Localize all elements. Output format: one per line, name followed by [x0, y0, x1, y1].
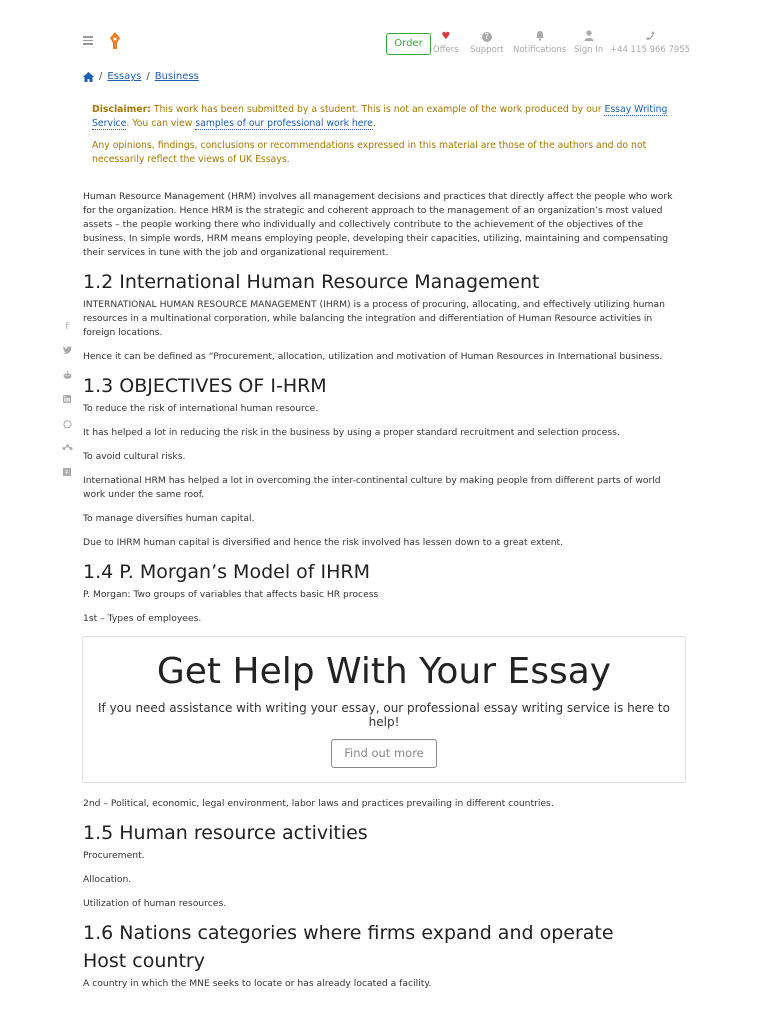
nav-sign-in-label: Sign In: [574, 45, 604, 55]
cta-subtitle: If you need assistance with writing your essay, our professional essay writing service is here to help!: [98, 701, 670, 729]
nav-offers-label: Offers: [433, 45, 459, 55]
nav-notifications[interactable]: [513, 30, 566, 55]
nav-support-label: Support: [470, 45, 504, 55]
article-content: [83, 190, 683, 1001]
menu-icon[interactable]: [83, 36, 93, 45]
linkedin-icon[interactable]: [62, 395, 72, 419]
paragraph: To manage diversifies human capital.: [83, 513, 255, 524]
heading-1-3: 1.3 OBJECTIVES OF I-HRM: [83, 375, 327, 397]
cta-title: Get Help With Your Essay: [156, 651, 612, 692]
breadcrumb-separator: /: [146, 71, 150, 82]
paragraph: Utilization of human resources.: [83, 898, 227, 909]
mendeley-icon[interactable]: [62, 444, 72, 468]
paragraph: International HRM has helped a lot in overcoming the inter-continental culture by making people from different parts of world work under the same roof.: [83, 475, 661, 500]
paragraph: Allocation.: [83, 874, 132, 885]
help-icon: ?: [470, 30, 504, 43]
order-button[interactable]: Order: [386, 33, 431, 55]
paragraph: A country in which the MNE seeks to locate or has already located a facility.: [83, 978, 432, 989]
bell-icon: [513, 30, 566, 43]
nav-notifications-label: Notifications: [513, 45, 567, 55]
phone-icon: [610, 30, 690, 43]
disclaimer-note: Any opinions, findings, conclusions or recommendations expressed in this material are those of the authors and do not necessarily reflect the views of UK Essays.: [92, 140, 647, 165]
share-bar: [62, 322, 72, 493]
heading-1-2: 1.2 International Human Resource Management: [83, 271, 540, 293]
disclaimer-text: Disclaimer: This work has been submitted by a student. This is not an example of the work produced by our Essay Writing Service. You can view samples of our professional work here.: [92, 104, 668, 129]
heading-host-country: Host country: [83, 950, 205, 972]
cta-box: [82, 636, 686, 783]
twitter-icon[interactable]: [62, 346, 72, 370]
logo-icon[interactable]: [108, 31, 122, 51]
whatsapp-icon[interactable]: [62, 420, 72, 444]
paragraph: Procurement.: [83, 850, 145, 861]
nav-phone[interactable]: [610, 30, 690, 55]
breadcrumb-separator: /: [99, 71, 103, 82]
heading-1-5: 1.5 Human resource activities: [83, 822, 368, 844]
heart-icon: ♥: [441, 31, 451, 42]
user-icon: [574, 30, 603, 43]
nav-support[interactable]: [470, 30, 504, 55]
breadcrumb: [83, 71, 199, 82]
top-navbar: [0, 0, 768, 62]
breadcrumb-business[interactable]: Business: [154, 71, 199, 82]
paragraph: 1st – Types of employees.: [83, 613, 202, 624]
paragraph: It has helped a lot in reducing the risk in the business by using a proper standard recruitment and selection process.: [83, 427, 620, 438]
paragraph: P. Morgan: Two groups of variables that affects basic HR process: [83, 589, 379, 600]
facebook-icon[interactable]: f: [65, 322, 69, 332]
intro-paragraph: Human Resource Management (HRM) involves all management decisions and practices that directly affect the people who work for the organization. Hence HRM is the strategic and coherent approach to the management of an organization’s most valued assets – the people working there who individually and collectively contribute to the achievement of the objectives of the business. In simple words, HRM means employing people, developing their capacities, utilizing, maintaining and compensating their services in tune with the job and organizational requirement.: [83, 191, 673, 258]
find-out-more-button[interactable]: Find out more: [331, 739, 437, 768]
paragraph: INTERNATIONAL HUMAN RESOURCE MANAGEMENT (IHRM) is a process of procuring, allocating, and effectively utilizing human resources in a multinational corporation, while balancing the integration and differentiation of Human Resource activities in foreign locations.: [83, 299, 665, 338]
paragraph: To avoid cultural risks.: [83, 451, 186, 462]
heading-1-4: 1.4 P. Morgan’s Model of IHRM: [83, 561, 370, 583]
svg-text:R: R: [65, 470, 69, 477]
paragraph: Due to IHRM human capital is diversified and hence the risk involved has lessen down to a great extent.: [83, 537, 564, 548]
samples-link[interactable]: samples of our professional work here: [195, 118, 373, 129]
paragraph: To reduce the risk of international human resource.: [83, 403, 319, 414]
home-icon[interactable]: [83, 72, 94, 82]
disclaimer-label: Disclaimer:: [92, 104, 151, 115]
paragraph: Hence it can be defined as “Procurement, allocation, utilization and motivation of Human Resources in International business.: [83, 351, 663, 362]
nav-offers[interactable]: [433, 30, 459, 55]
essay-writing-service-link[interactable]: Essay Writing Service: [92, 104, 668, 129]
breadcrumb-essays[interactable]: Essays: [107, 71, 142, 82]
reddit-icon[interactable]: [62, 371, 72, 395]
disclaimer-box: [92, 103, 682, 175]
nav-sign-in[interactable]: [574, 30, 603, 55]
paragraph: 2nd – Political, economic, legal environment, labor laws and practices prevailing in different countries.: [83, 798, 554, 809]
nav-phone-label: +44 115 966 7955: [610, 45, 691, 55]
heading-1-6: 1.6 Nations categories where firms expand and operate: [83, 922, 614, 944]
researchgate-icon[interactable]: [62, 468, 72, 492]
